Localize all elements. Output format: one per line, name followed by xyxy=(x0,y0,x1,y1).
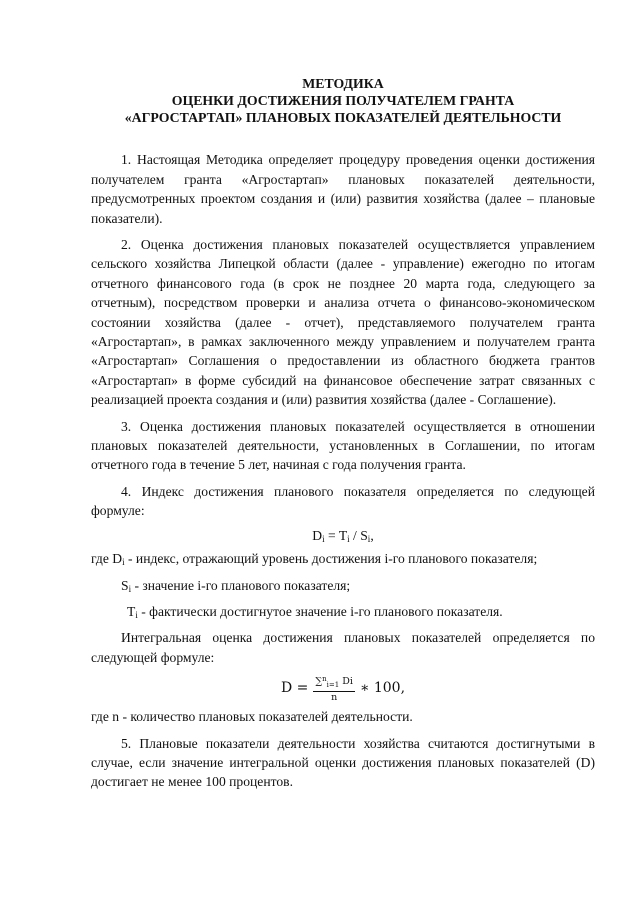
definition-si xyxy=(91,576,595,595)
formula-integral-lhs: D = xyxy=(280,679,309,696)
formula-index-s-sub: i xyxy=(367,533,371,544)
formula-integral-fraction xyxy=(313,673,355,704)
definition-si-text: - значение i-го планового показателя; xyxy=(131,577,351,593)
title-line-2: ОЦЕНКИ ДОСТИЖЕНИЯ ПОЛУЧАТЕЛЕМ ГРАНТА xyxy=(171,92,515,108)
formula-integral-sum-top: n xyxy=(322,675,327,684)
paragraph-1: 1. Настоящая Методика определяет процедуру проведения оценки достижения получателем гранта «Агростартап» плановых показателей деятельности, предусмотренных проектом создания и (или) развития хозяйства (далее – плановые показатели). xyxy=(91,152,595,226)
definition-n: где n - количество плановых показателей деятельности. xyxy=(91,709,413,725)
formula-integral-sum: ∑ xyxy=(315,676,323,688)
definition-si-sub: i xyxy=(128,583,132,594)
definition-ti-main: T xyxy=(127,603,136,619)
title-line-3: «АГРОСТАРТАП» ПЛАНОВЫХ ПОКАЗАТЕЛЕЙ ДЕЯТЕЛЬНОСТИ xyxy=(124,109,562,125)
paragraph-5: 5. Плановые показатели деятельности хозяйства считаются достигнутыми в случае, если значение интегральной оценки достижения плановых показателей (D) достигает не менее 100 процентов. xyxy=(91,735,595,790)
formula-integral-sum-bottom: i=1 xyxy=(326,681,340,690)
formula-integral-numerator xyxy=(313,673,355,692)
definition-ti-text: - фактически достигнутое значение i-го планового показателя. xyxy=(137,603,503,619)
formula-integral-term: Di xyxy=(339,676,353,688)
formula-index-slash: / xyxy=(349,527,361,543)
formula-integral-rhs: ∗ 100, xyxy=(359,679,406,696)
formula-index-s: S xyxy=(360,527,368,543)
paragraph-2: 2. Оценка достижения плановых показателей осуществляется управлением сельского хозяйства Липецкой области (далее - управление) ежегодно по итогам отчетного финансового года (в срок не позднее 20 марта года, следующего за отчетным), посредством проверки и анализа отчета о финансово-экономическом состоянии хозяйства (далее - отчет), представляемого получателем гранта «Агростартап», в рамках заключенного между управлением и получателем гранта «Агростартап» Соглашения о предоставлении из областного бюджета грантов «Агростартап» в форме субсидий на финансовое обеспечение затрат связанных с реализацией проекта создания и (или) развития хозяйства (далее - Соглашение). xyxy=(91,237,595,408)
formula-integral xyxy=(91,673,595,704)
formula-index-end: , xyxy=(370,527,374,543)
definition-di xyxy=(91,549,595,568)
paragraph-integral: Интегральная оценка достижения плановых показателей определяется по следующей формуле: xyxy=(91,630,595,665)
definition-di-sub: i xyxy=(122,557,125,568)
formula-index-eq: = xyxy=(324,527,339,543)
formula-index xyxy=(91,526,595,545)
formula-index-t-sub: i xyxy=(347,533,350,544)
paragraph-3: 3. Оценка достижения плановых показателей осуществляется в отношении плановых показателей деятельности, установленных в Соглашении, по итогам отчетного года в течение 5 лет, начиная с года получения гранта. xyxy=(91,418,595,473)
formula-index-d-sub: i xyxy=(322,533,325,544)
formula-index-d: D xyxy=(312,527,323,543)
formula-index-t: T xyxy=(338,527,348,543)
definition-ti xyxy=(91,602,595,621)
definition-di-prefix: где D xyxy=(91,551,123,567)
paragraph-4: 4. Индекс достижения планового показателя определяется по следующей формуле: xyxy=(91,483,595,519)
definition-di-text: - индекс, отражающий уровень достижения i-го планового показателя; xyxy=(124,551,538,567)
title-line-1: МЕТОДИКА xyxy=(302,76,384,91)
definition-si-main: S xyxy=(121,577,129,593)
definition-ti-sub: i xyxy=(135,609,138,620)
formula-integral-denominator: n xyxy=(331,692,338,704)
document-page xyxy=(91,76,595,799)
document-title xyxy=(91,76,595,126)
